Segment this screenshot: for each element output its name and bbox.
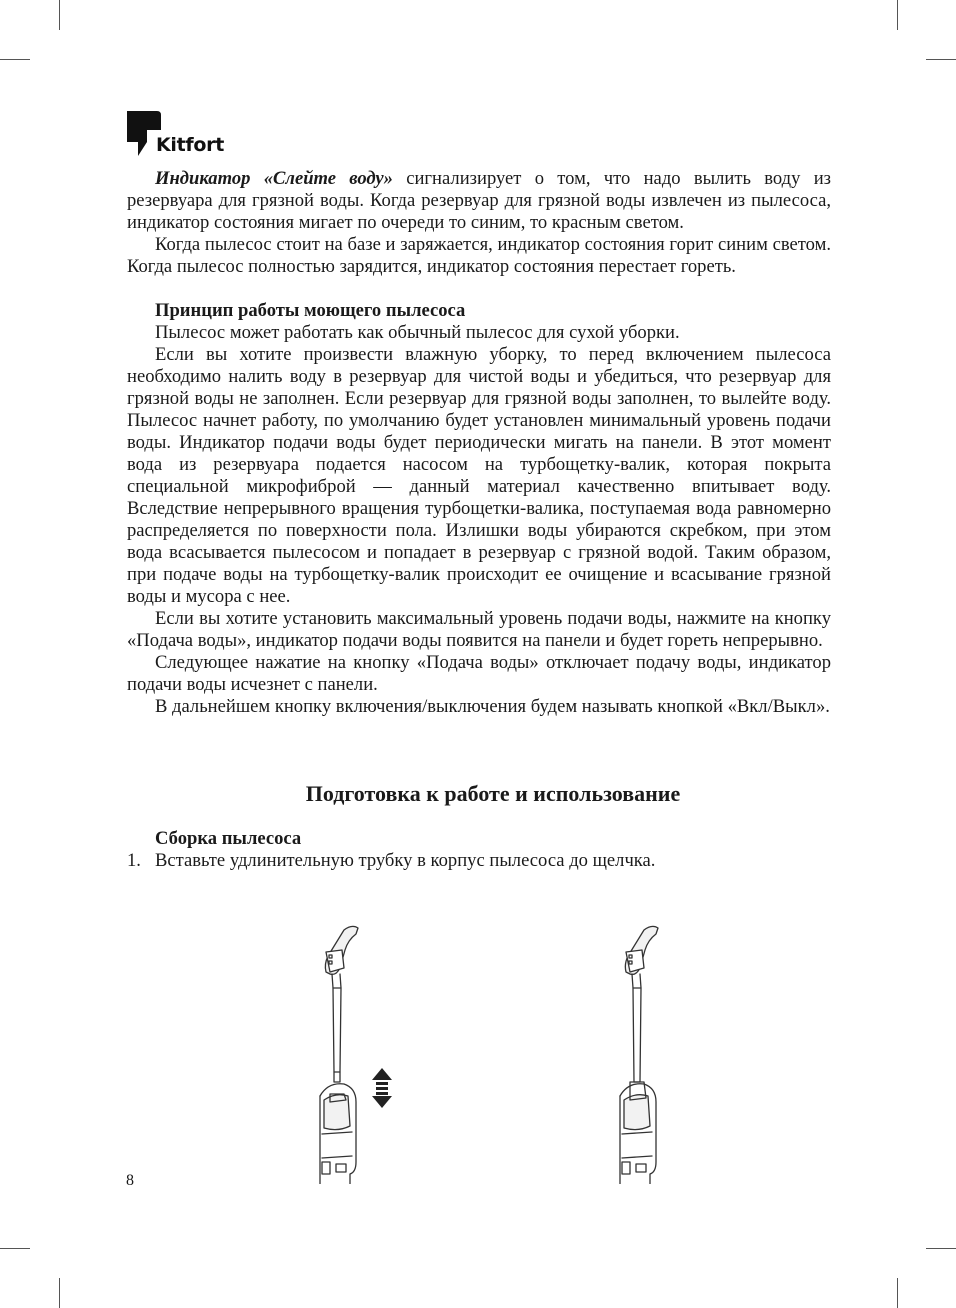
crop-mark [0,1248,30,1249]
indicator-text: сигнализирует о том, что надо вылить воду из резервуара для грязной воды. Когда резервуар для грязной воды извлечен из пылесоса, индикатор состояния мигает по очереди то синим, то красным светом. [127,168,831,233]
vacuum-assembled-icon [620,926,658,1184]
principle-paragraph: Следующее нажатие на кнопку «Подача воды» отключает подачу воды, индикатор подачи воды исчезнет с панели. [127,652,831,695]
vacuum-detached-icon [320,926,358,1184]
step-number: 1. [127,850,141,871]
page-number: 8 [126,1172,134,1189]
indicator-term: Индикатор «Слейте воду» [155,168,393,189]
principle-paragraph: В дальнейшем кнопку включения/выключения будем называть кнопкой «Вкл/Выкл». [155,696,830,717]
crop-mark [897,1278,898,1308]
section-heading: Подготовка к работе и использование [305,781,681,806]
crop-mark [926,59,956,60]
crop-mark [0,59,30,60]
paragraph-indicator [127,168,831,234]
page-content [127,168,831,872]
paragraph-charging: Когда пылесос стоит на базе и заряжается, индикатор состояния горит синим светом. Когда пылесос полностью зарядится, индикатор состояния перестает гореть. [127,234,831,277]
brand-name: Kitfort [156,134,224,156]
section-principle-title: Принцип работы моющего пылесоса [155,300,466,321]
principle-paragraph: Если вы хотите произвести влажную уборку, то перед включением пылесоса необходимо налить воду в резервуар для чистой воды и убедиться, что резервуар для грязной воды не заполнен. Если резервуар для грязной воды заполнен, то вылейте воду. Пылесос начнет работу, по умолчанию будет установлен минимальный уровень подачи воды. Индикатор подачи воды будет периодически мигать на панели. В этот момент вода из резервуара подается насосом на турбощетку-валик, которая покрыта специальной микрофиброй — данный материал качественно впитывает воду. Вследствие непрерывного вращения турбощетки-валика, поступаемая вода равномерно распределяется по поверхности пола. Излишки воды убираются скребком, при этом вода всасывается пылесосом и попадает в резервуар с грязной водой. Таким образом, при подаче воды на турбощетку-валик происходит ее очищение и всасывание грязной воды и мусора с нее. [127,344,831,607]
assembly-subheading: Сборка пылесоса [155,828,302,849]
list-item [127,850,831,872]
crop-mark [926,1248,956,1249]
assembly-illustration [300,922,720,1184]
double-arrow-icon [372,1068,392,1108]
crop-mark [59,0,60,30]
step-text: Вставьте удлинительную трубку в корпус пылесоса до щелчка. [155,850,656,871]
principle-paragraph: Пылесос может работать как обычный пылесос для сухой уборки. [155,322,680,343]
crop-mark [897,0,898,30]
principle-paragraph: Если вы хотите установить максимальный уровень подачи воды, нажмите на кнопку «Подача воды», индикатор подачи воды появится на панели и будет гореть непрерывно. [127,608,831,651]
crop-mark [59,1278,60,1308]
